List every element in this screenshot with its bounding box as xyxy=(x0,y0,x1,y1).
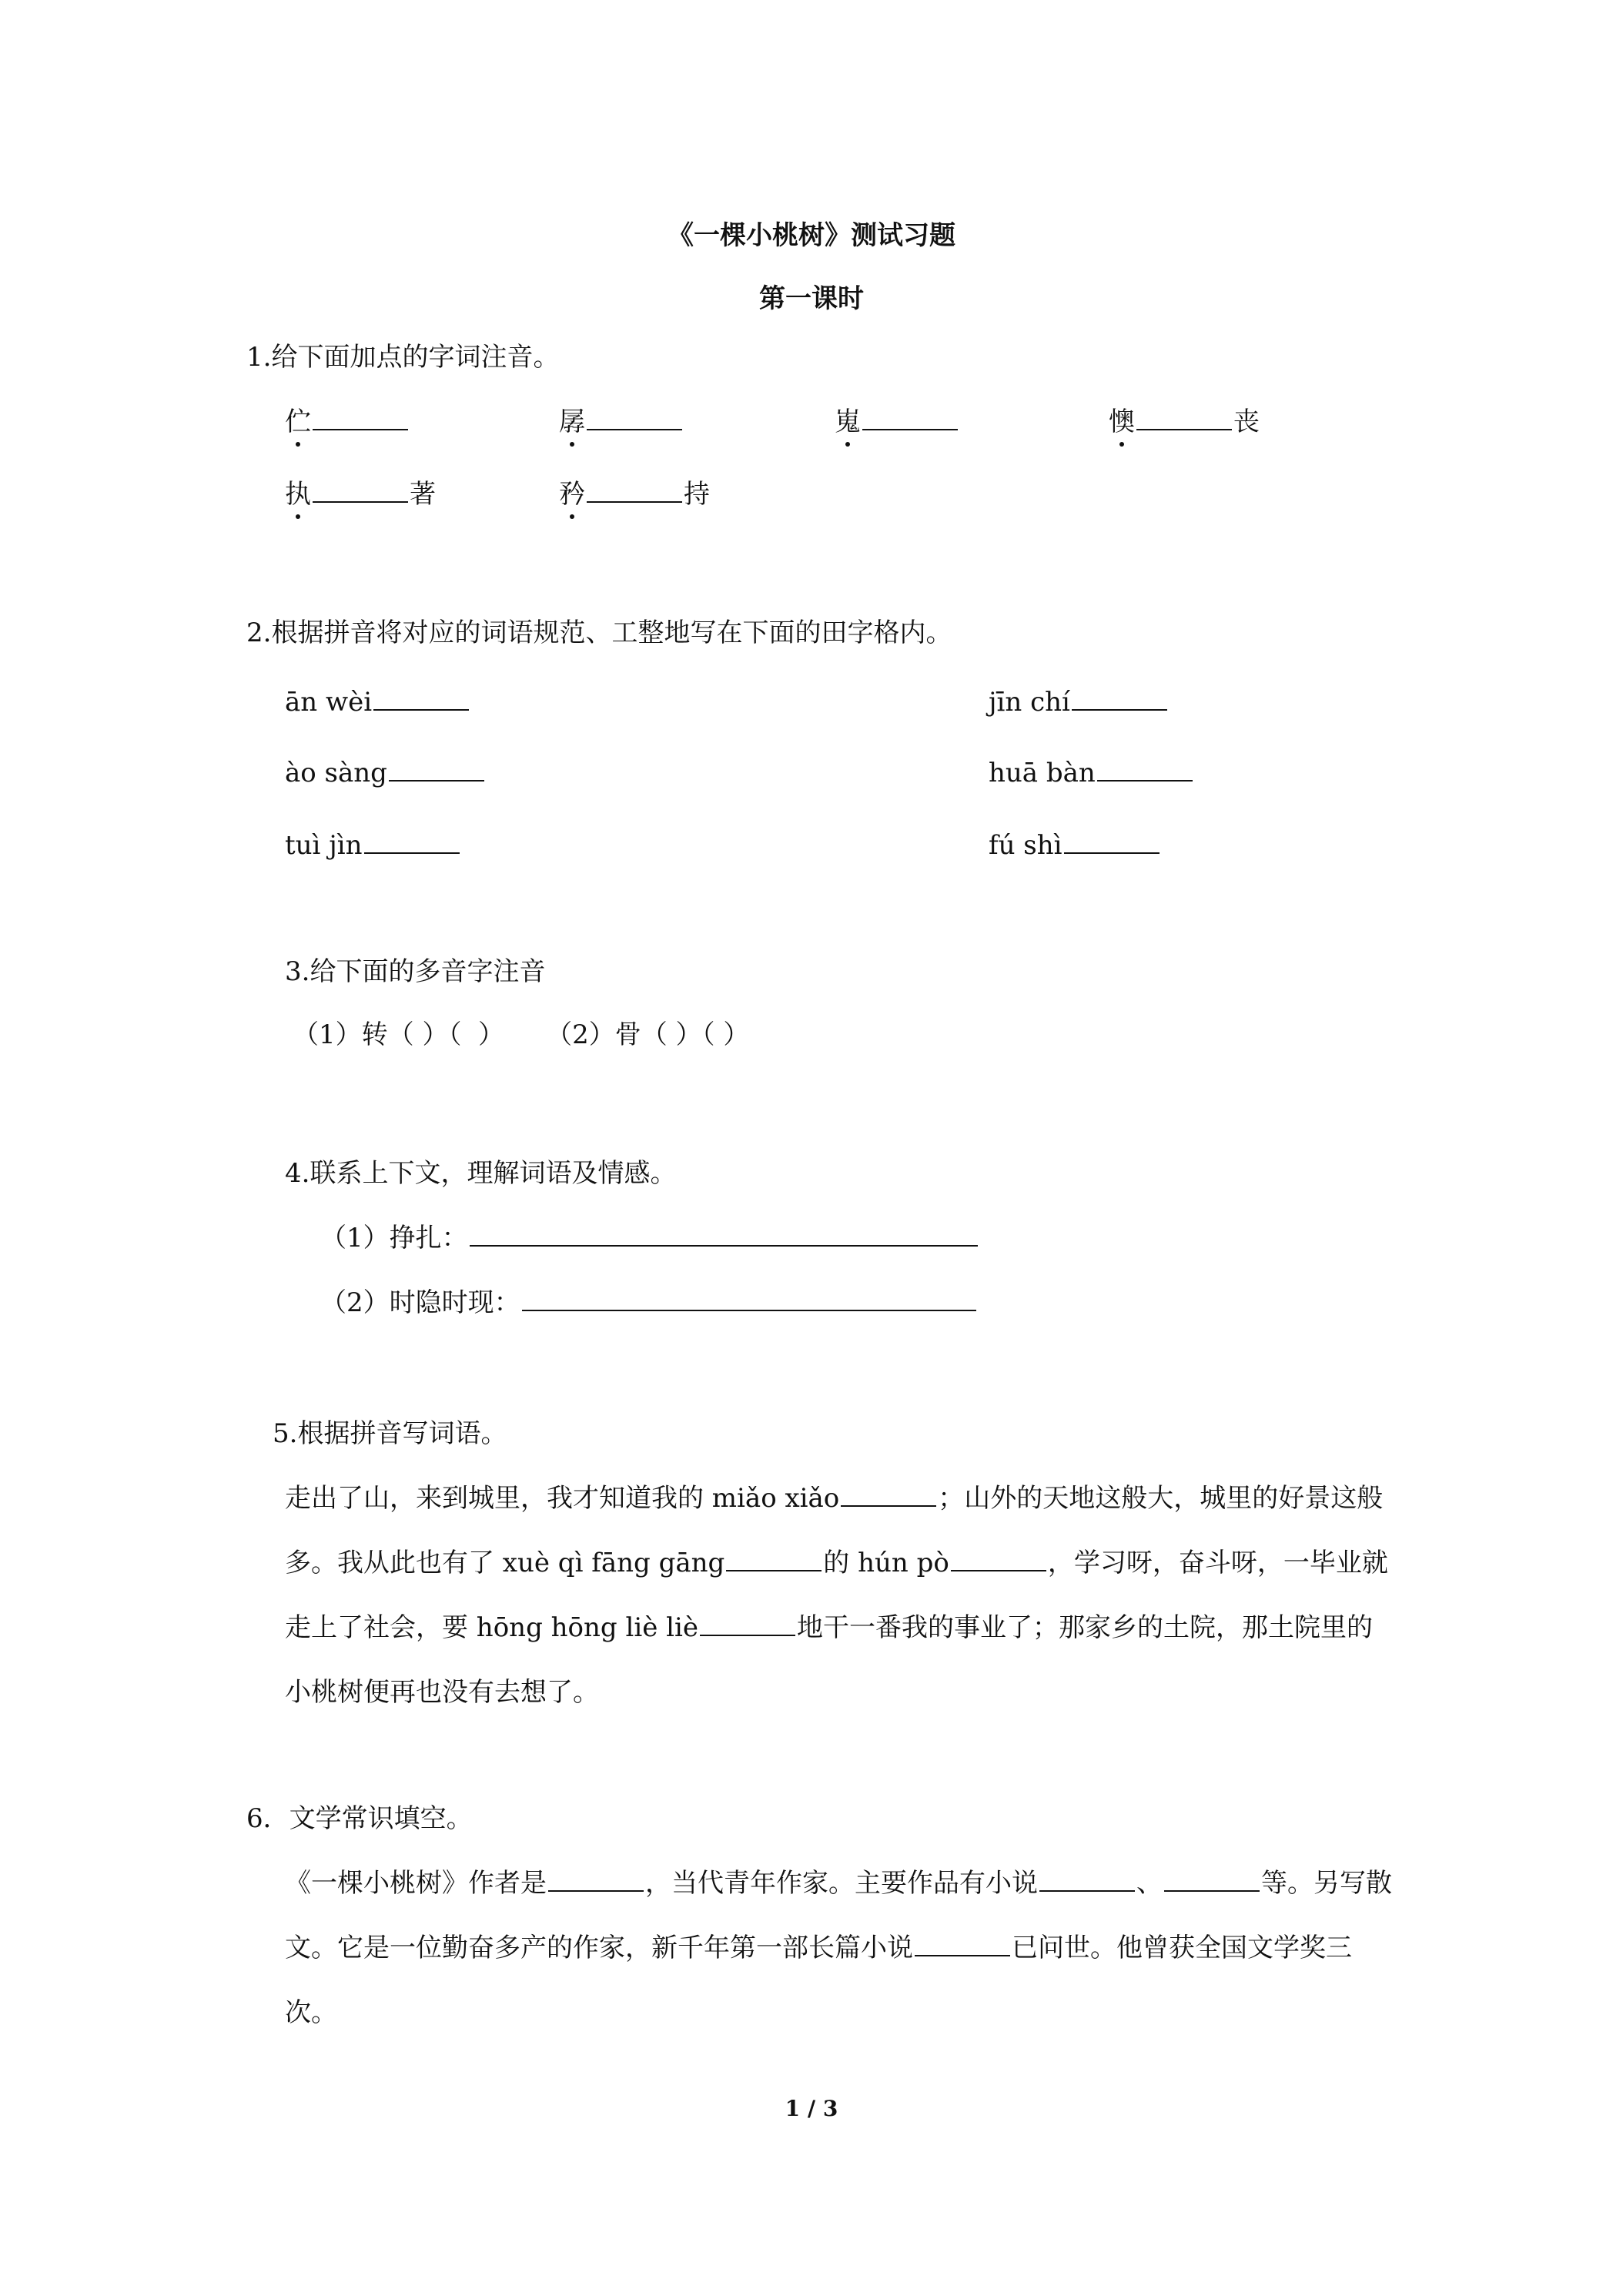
answer-line[interactable] xyxy=(470,1222,978,1247)
pinyin: ān wèi xyxy=(285,687,373,718)
pinyin: huā bàn xyxy=(989,758,1096,788)
dotted-char: 执 xyxy=(285,479,311,510)
answer-blank[interactable] xyxy=(364,829,460,854)
q1-item xyxy=(559,405,684,439)
q3-line: （1）转（ ）（ ） （2）骨（ ）（ ） xyxy=(293,1019,750,1050)
answer-line[interactable] xyxy=(522,1287,976,1311)
q5-prompt: 5.根据拼音写词语。 xyxy=(273,1418,507,1449)
answer-blank[interactable] xyxy=(1136,406,1232,430)
dotted-char: 矜 xyxy=(559,479,585,510)
answer-blank[interactable] xyxy=(587,406,682,430)
q2-item xyxy=(989,756,1194,790)
q2-item xyxy=(285,685,470,719)
q3-prompt: 3.给下面的多音字注音 xyxy=(285,956,546,987)
dotted-char: 嵬 xyxy=(835,407,861,437)
answer-blank[interactable] xyxy=(1039,1867,1135,1892)
answer-blank[interactable] xyxy=(1064,829,1160,854)
dotted-char: 伫 xyxy=(285,407,311,437)
dotted-char: 懊 xyxy=(1109,407,1135,437)
answer-blank[interactable] xyxy=(951,1547,1046,1571)
pinyin: fú shì xyxy=(989,830,1062,861)
q1-prompt: 1.给下面加点的字词注音。 xyxy=(246,342,560,373)
answer-blank[interactable] xyxy=(313,406,408,430)
answer-blank[interactable] xyxy=(548,1867,644,1892)
answer-blank[interactable] xyxy=(1072,686,1167,711)
lesson-subtitle: 第一课时 xyxy=(759,283,864,314)
q4-prompt: 4.联系上下文，理解词语及情感。 xyxy=(285,1158,677,1189)
q2-item xyxy=(285,828,461,862)
answer-blank[interactable] xyxy=(1164,1867,1260,1892)
answer-blank[interactable] xyxy=(1097,757,1193,782)
pinyin: jīn chí xyxy=(989,687,1070,718)
pinyin: ào sàng xyxy=(285,758,387,788)
answer-blank[interactable] xyxy=(915,1932,1010,1956)
document-title: 《一棵小桃树》测试习题 xyxy=(668,220,955,251)
answer-blank[interactable] xyxy=(389,757,484,782)
q1-item: 矜 持 xyxy=(559,479,710,510)
answer-blank[interactable] xyxy=(587,478,682,503)
q1-item xyxy=(835,405,959,439)
q2-item xyxy=(285,756,486,790)
q6-paragraph: 《一棵小桃树》作者是 ，当代青年作家。主要作品有小说 、 等。另写散文。它是一位勤奋多产的作家，新千年第一部长篇小说 已问世。他曾获全国文学奖三次。 xyxy=(285,1868,1392,2028)
q1-item: 执 著 xyxy=(285,479,436,510)
answer-blank[interactable] xyxy=(862,406,958,430)
q5-paragraph: 走出了山，来到城里，我才知道我的 miǎo xiǎo ；山外的天地这般大，城里的好景这般多。我从此也有了 xuè qì fāng gāng 的 hún pò ，学习呀，奋斗呀，一毕业就走上了社会，要 hōng hōng liè liè 地干一番我的事业了；那家乡的土院，那土院里的小桃树便再也没有去想了。 xyxy=(285,1483,1388,1708)
answer-blank[interactable] xyxy=(726,1547,822,1571)
dotted-char: 孱 xyxy=(559,407,585,437)
answer-blank[interactable] xyxy=(373,686,469,711)
q1-item xyxy=(285,405,410,439)
q2-item xyxy=(989,828,1161,862)
q2-item xyxy=(989,685,1169,719)
answer-blank[interactable] xyxy=(700,1612,795,1636)
q6-prompt: 6．文学常识填空。 xyxy=(246,1803,473,1834)
q4-item: （1）挣扎： xyxy=(320,1221,979,1255)
answer-blank[interactable] xyxy=(841,1482,936,1507)
q4-item: （2）时隐时现： xyxy=(320,1286,978,1320)
q1-item: 懊 丧 xyxy=(1109,407,1260,437)
pinyin: tuì jìn xyxy=(285,830,363,861)
page-number: 1 / 3 xyxy=(785,2096,838,2121)
q2-prompt: 2.根据拼音将对应的词语规范、工整地写在下面的田字格内。 xyxy=(246,618,952,648)
answer-blank[interactable] xyxy=(313,478,408,503)
